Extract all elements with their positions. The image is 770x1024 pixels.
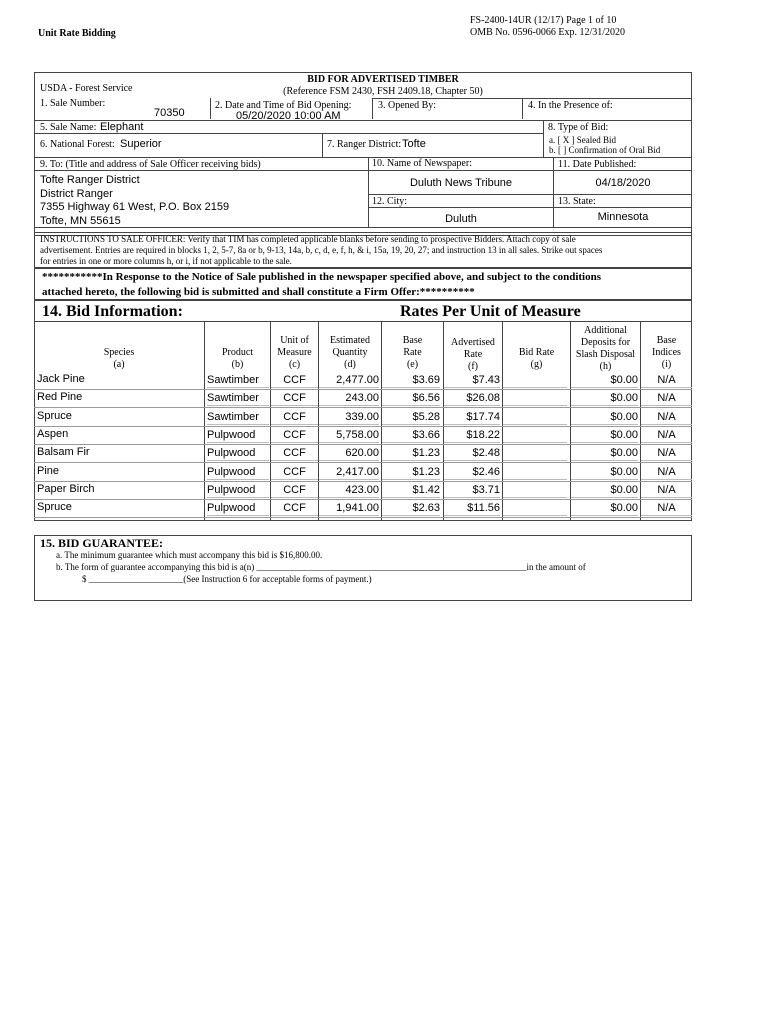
cell-slash: $0.00 — [571, 466, 638, 480]
address-line: Tofte Ranger District — [40, 174, 140, 186]
cell-base: $6.56 — [382, 392, 440, 406]
address-line: District Ranger — [40, 187, 113, 200]
cell-qty: 339.00 — [319, 411, 379, 425]
cell-species: Spruce — [37, 501, 72, 513]
col-product-label: Product — [221, 347, 254, 358]
cell-base: $1.23 — [382, 447, 440, 461]
rates-title: Rates Per Unit of Measure — [400, 303, 581, 320]
cell-qty: 423.00 — [319, 484, 379, 498]
sale-officer-instructions — [40, 234, 690, 267]
form-title: BID FOR ADVERTISED TIMBER — [307, 74, 459, 85]
address-line: Tofte, MN 55615 — [40, 214, 121, 227]
cell-slash: $0.00 — [571, 392, 638, 406]
form-reference: (Reference FSM 2430, FSH 2409.18, Chapter 50) — [283, 86, 483, 97]
newspaper-label: 10. Name of Newspaper: — [372, 158, 472, 169]
cell-indices: N/A — [641, 374, 692, 388]
city-label: 12. City: — [372, 196, 408, 207]
cell-bid[interactable] — [503, 484, 567, 498]
bid-type-label: 8. Type of Bid: — [548, 122, 609, 133]
date-published-value[interactable]: 04/18/2020 — [595, 177, 651, 189]
sale-number-label: 1. Sale Number: — [40, 98, 106, 109]
sale-officer-address[interactable] — [40, 174, 229, 228]
col-unit-letter: (c) — [288, 359, 301, 370]
cell-qty: 243.00 — [319, 392, 379, 406]
cell-bid[interactable] — [503, 374, 567, 388]
col-product-letter: (b) — [231, 359, 244, 370]
sale-number-value: 70350 — [154, 107, 185, 119]
cell-species: Aspen — [37, 428, 69, 440]
col-base-rate-header — [382, 335, 443, 371]
cell-base: $1.23 — [382, 466, 440, 480]
cell-slash: $0.00 — [571, 411, 638, 425]
cell-adv: $18.22 — [444, 429, 500, 443]
cell-indices: N/A — [641, 447, 692, 461]
cell-bid[interactable] — [503, 411, 567, 425]
ranger-district-value[interactable]: Tofte — [402, 138, 426, 150]
col-advertised-rate-label: Advertised Rate — [451, 337, 495, 360]
col-quantity-letter: (d) — [344, 359, 356, 370]
cell-unit: CCF — [271, 466, 318, 480]
col-bid-rate-letter: (g) — [530, 359, 543, 370]
firm-offer-line-2: attached hereto, the following bid is submitted and shall constitute a Firm Offer:********** — [42, 286, 475, 298]
cell-indices: N/A — [641, 411, 692, 425]
col-advertised-rate-letter: (f) — [468, 361, 478, 372]
newspaper-value[interactable]: Duluth News Tribune — [409, 177, 513, 189]
col-unit-header — [271, 335, 318, 371]
col-quantity-header — [319, 335, 381, 371]
instruction-line: advertisement. Entries are required in blocks 1, 2, 5-7, 8a or b, 9-13, 14a, b, c, d, e, f, h, & i, 15a, 19, 20, 27; and instruction 13 in all sales. Strike out spaces — [40, 245, 603, 255]
date-published-label: 11. Date Published: — [558, 159, 637, 170]
cell-slash: $0.00 — [571, 429, 638, 443]
address-line: 7355 Highway 61 West, P.O. Box 2159 — [40, 201, 230, 213]
sealed-bid-checkbox[interactable]: a. [ X ] Sealed Bid — [549, 135, 616, 145]
city-value[interactable]: Duluth — [445, 213, 477, 225]
cell-product: Pulpwood — [207, 484, 269, 498]
cell-slash: $0.00 — [571, 374, 638, 388]
cell-indices: N/A — [641, 429, 692, 443]
cell-base: $2.63 — [382, 502, 440, 516]
cell-base: $3.69 — [382, 374, 440, 388]
cell-bid[interactable] — [503, 392, 567, 406]
col-slash-letter: (h) — [599, 361, 612, 372]
cell-product: Pulpwood — [207, 466, 269, 480]
cell-adv: $7.43 — [444, 374, 500, 388]
col-quantity-label: Estimated Quantity — [330, 335, 370, 358]
bid-info-title: 14. Bid Information: — [42, 303, 183, 320]
document-type-label: Unit Rate Bidding — [38, 28, 116, 39]
bid-guarantee-title: 15. BID GUARANTEE: — [40, 536, 164, 550]
cell-species: Red Pine — [37, 391, 83, 403]
cell-product: Pulpwood — [207, 502, 269, 516]
cell-unit: CCF — [271, 374, 318, 388]
cell-product: Pulpwood — [207, 447, 269, 461]
cell-adv: $3.71 — [444, 484, 500, 498]
instruction-line: INSTRUCTIONS TO SALE OFFICER: Verify that TIM has completed applicable blanks before sending to prospective Bidders. Attach copy of sale — [40, 234, 576, 244]
cell-qty: 2,417.00 — [319, 466, 379, 480]
bid-opening-field[interactable] — [212, 111, 370, 123]
to-label: 9. To: (Title and address of Sale Officer receiving bids) — [40, 159, 261, 170]
cell-qty: 5,758.00 — [319, 429, 379, 443]
agency-label: USDA - Forest Service — [40, 83, 133, 94]
sale-name-value[interactable]: Elephant — [100, 121, 144, 133]
instruction-line: for entries in one or more columns h, or i, if not applicable to the sale. — [40, 256, 292, 266]
cell-unit: CCF — [271, 502, 318, 516]
col-product-header — [205, 347, 270, 371]
cell-product: Sawtimber — [207, 392, 269, 406]
cell-species: Spruce — [37, 410, 72, 422]
cell-bid[interactable] — [503, 502, 567, 516]
cell-species: Balsam Fir — [37, 446, 90, 458]
cell-adv: $2.46 — [444, 466, 500, 480]
ranger-district-label: 7. Ranger District: — [327, 139, 402, 150]
cell-slash: $0.00 — [571, 447, 638, 461]
bid-opening-value: 05/20/2020 10:00 AM — [236, 110, 341, 122]
cell-species: Paper Birch — [37, 483, 95, 495]
cell-unit: CCF — [271, 392, 318, 406]
col-slash-header — [571, 325, 640, 373]
cell-indices: N/A — [641, 484, 692, 498]
cell-bid[interactable] — [503, 429, 567, 443]
cell-unit: CCF — [271, 484, 318, 498]
cell-unit: CCF — [271, 411, 318, 425]
cell-indices: N/A — [641, 392, 692, 406]
national-forest-label: 6. National Forest: — [40, 139, 115, 150]
cell-product: Sawtimber — [207, 411, 269, 425]
cell-bid[interactable] — [503, 466, 567, 480]
cell-base: $5.28 — [382, 411, 440, 425]
form-number: FS-2400-14UR (12/17) Page 1 of 10 — [470, 15, 617, 26]
cell-bid[interactable] — [503, 447, 567, 461]
col-indices-header — [641, 335, 692, 371]
omb-number: OMB No. 0596-0066 Exp. 12/31/2020 — [470, 27, 625, 38]
oral-bid-checkbox[interactable]: b. [ ] Confirmation of Oral Bid — [549, 145, 661, 155]
guarantee-minimum: a. The minimum guarantee which must accompany this bid is $16,800.00. — [56, 550, 323, 560]
bid-opening-label: 2. Date and Time of Bid Opening: — [215, 100, 352, 111]
guarantee-amount[interactable]: $ _____________________(See Instruction 6 for acceptable forms of payment.) — [82, 574, 372, 584]
guarantee-form[interactable]: b. The form of guarantee accompanying this bid is a(n) ____________________________________________________________in the amount of — [56, 562, 586, 572]
cell-adv: $26.08 — [444, 392, 500, 406]
state-label: 13. State: — [558, 196, 596, 207]
cell-qty: 2,477.00 — [319, 374, 379, 388]
col-species-label: Species — [103, 347, 135, 358]
col-species-header — [34, 347, 204, 371]
col-unit-label: Unit of Measure — [277, 335, 312, 358]
sale-name-label: 5. Sale Name: — [40, 122, 97, 133]
firm-offer-line-1: ***********In Response to the Notice of Sale published in the newspaper specified above, and subject to the conditions — [42, 271, 602, 283]
cell-unit: CCF — [271, 447, 318, 461]
opened-by-label: 3. Opened By: — [378, 100, 437, 111]
col-bid-rate-header — [503, 347, 570, 371]
col-species-letter: (a) — [113, 359, 125, 370]
state-value[interactable]: Minnesota — [597, 211, 649, 223]
cell-base: $3.66 — [382, 429, 440, 443]
cell-slash: $0.00 — [571, 484, 638, 498]
col-indices-letter: (i) — [661, 359, 672, 370]
cell-indices: N/A — [641, 502, 692, 516]
cell-product: Pulpwood — [207, 429, 269, 443]
cell-product: Sawtimber — [207, 374, 269, 388]
cell-indices: N/A — [641, 466, 692, 480]
cell-qty: 1,941.00 — [319, 502, 379, 516]
national-forest-value[interactable]: Superior — [120, 138, 162, 150]
cell-species: Jack Pine — [37, 373, 85, 385]
presence-label: 4. In the Presence of: — [528, 100, 613, 111]
cell-base: $1.42 — [382, 484, 440, 498]
cell-species: Pine — [37, 465, 60, 477]
cell-qty: 620.00 — [319, 447, 379, 461]
col-slash-label: Additional Deposits for Slash Disposal — [575, 325, 636, 360]
cell-slash: $0.00 — [571, 502, 638, 516]
cell-unit: CCF — [271, 429, 318, 443]
cell-adv: $17.74 — [444, 411, 500, 425]
col-base-rate-label: Base Rate — [402, 335, 423, 358]
cell-adv: $2.48 — [444, 447, 500, 461]
col-advertised-rate-header — [444, 337, 502, 373]
col-bid-rate-label: Bid Rate — [518, 347, 555, 358]
cell-adv: $11.56 — [444, 502, 500, 516]
col-indices-label: Base Indices — [652, 335, 681, 358]
col-base-rate-letter: (e) — [406, 359, 419, 370]
